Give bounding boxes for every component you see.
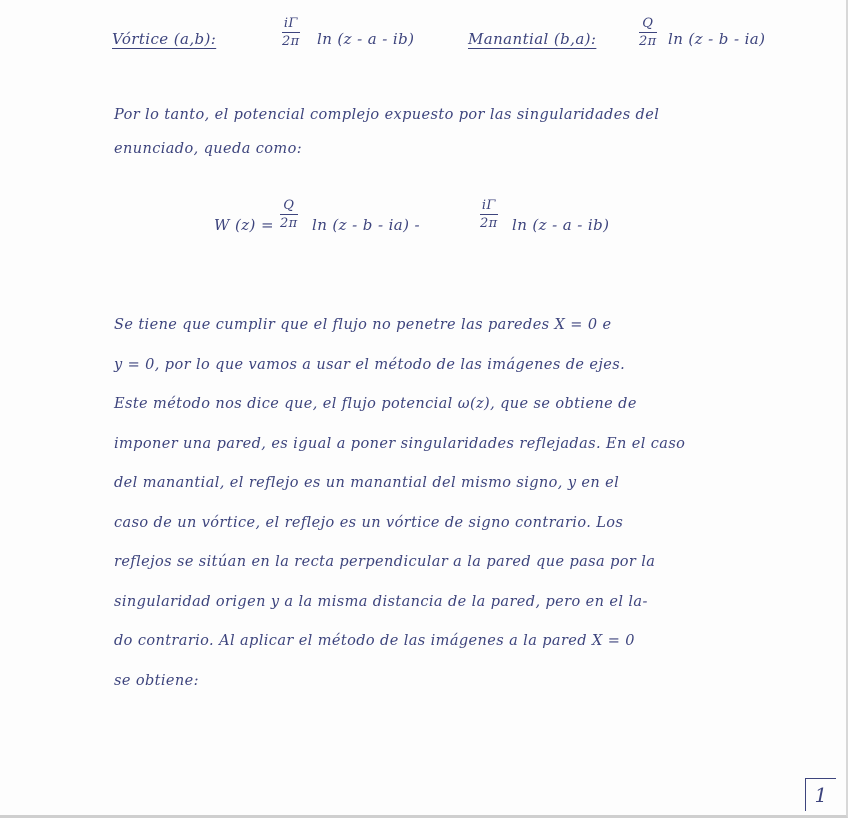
intro-paragraph	[114, 98, 754, 166]
term1-expression: ln (z - b - ia) -	[312, 216, 421, 234]
fraction-bar	[280, 214, 298, 215]
text-line: Por lo tanto, el potencial complejo expuesto por las singularidades del	[114, 107, 660, 123]
fraction-bar	[639, 32, 657, 33]
text-line: do contrario. Al aplicar el método de las imágenes a la pared X = 0	[114, 633, 635, 649]
term2-fraction	[480, 198, 498, 231]
source-fraction	[639, 16, 657, 49]
complex-potential-equation	[214, 198, 654, 258]
header-formulas	[112, 14, 812, 60]
vortex-fraction	[282, 16, 300, 49]
source-denominator: 2π	[639, 34, 657, 49]
fraction-bar	[480, 214, 498, 215]
term1-numerator: Q	[283, 198, 295, 213]
fraction-bar	[282, 32, 300, 33]
term2-denominator: 2π	[480, 216, 498, 231]
page-number: 1	[805, 778, 836, 811]
vortex-denominator: 2π	[282, 34, 300, 49]
text-line: del manantial, el reflejo es un manantial del mismo signo, y en el	[114, 475, 620, 491]
text-line: y = 0, por lo que vamos a usar el método de las imágenes de ejes.	[114, 356, 626, 373]
source-expression: ln (z - b - ia)	[668, 30, 766, 48]
text-line: imponer una pared, es igual a poner singularidades reflejadas. En el caso	[114, 435, 686, 452]
term2-expression: ln (z - a - ib)	[512, 216, 610, 234]
vortex-label: Vórtice (a,b):	[112, 30, 217, 48]
source-label: Manantial (b,a):	[468, 30, 597, 48]
text-line: Este método nos dice que, el flujo potencial ω(z), que se obtiene de	[114, 396, 637, 412]
images-method-paragraph	[114, 306, 764, 701]
term2-numerator: iΓ	[481, 198, 496, 213]
term1-denominator: 2π	[280, 216, 298, 231]
text-line: enunciado, queda como:	[114, 141, 302, 157]
source-numerator: Q	[642, 16, 654, 31]
text-line: caso de un vórtice, el reflejo es un vórtice de signo contrario. Los	[114, 514, 624, 531]
equation-lhs: W (z) =	[214, 216, 274, 234]
vortex-expression: ln (z - a - ib)	[317, 30, 415, 48]
text-line: reflejos se sitúan en la recta perpendicular a la pared que pasa por la	[114, 554, 656, 570]
text-line: singularidad origen y a la misma distancia de la pared, pero en el la-	[114, 593, 648, 610]
term1-fraction	[280, 198, 298, 231]
vortex-numerator: iΓ	[283, 16, 298, 31]
text-line: Se tiene que cumplir que el flujo no penetre las paredes X = 0 e	[114, 317, 612, 333]
text-line: se obtiene:	[114, 672, 199, 689]
